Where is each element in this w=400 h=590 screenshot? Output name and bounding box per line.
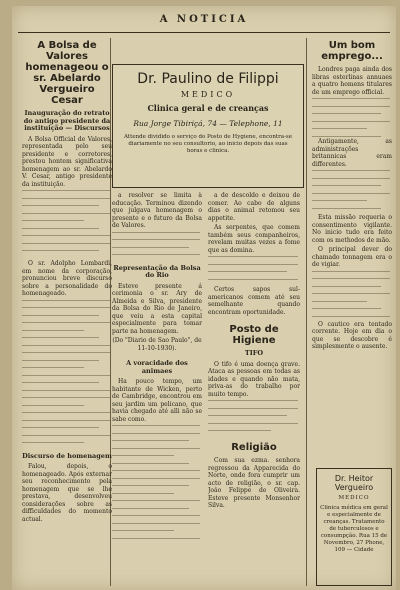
article-paragraph: O tifo é uma doença grave. Ataca as pessoas em todas as idades e quando não mata, priva-as do trabalho por muito tempo. — [208, 360, 300, 398]
article-paragraph: Certos sapos sul-americanos comem até seu semelhante quando encontram oportunidade. — [208, 286, 300, 316]
doctor-ad-filippi — [112, 64, 304, 188]
ad-address: Rua Jorge Tibiriçá, 74 — Telephone, 11 — [133, 119, 283, 128]
masthead: A NOTICIA — [159, 14, 249, 25]
headline-religiao: Religião — [231, 442, 277, 453]
subhead-tifo: TIFO — [244, 349, 264, 357]
ad-title: MEDICO — [180, 90, 236, 99]
article-paragraph: A Bolsa Official de Valores, representada pelo seu presidente e corretores, prestou hontem significativa homenagem ao sr. Abelardo V. Cesar, antigo presidente da instituição. — [22, 135, 112, 188]
ad-note: Attende dividido o serviço do Posto de Hygiene, encontra-se diariamente no seu consultorio, ao inicio depois das suas horas e clinica. — [124, 134, 292, 154]
article-paragraph: Londres paga ainda dos libras esterlinas annuaes a quatro homens titulares de um emprego official. — [312, 66, 392, 96]
article-text-lines — [22, 190, 110, 260]
masthead-rule — [18, 32, 390, 33]
headline-bolsa: A Bolsa de Valores homenageou o sr. Abelardo Vergueiro Cesar — [25, 40, 109, 106]
ad2-doctor-name: Dr. Heitor Vergueiro — [334, 474, 374, 492]
ad-specialty: Clinica geral e de creanças — [147, 103, 269, 113]
article-paragraph: O principal dever do chamado tonnagem era o de vigiar. — [312, 246, 392, 268]
column-bolsa — [22, 38, 112, 586]
headline-higiene: Posto de Higiene — [229, 324, 279, 346]
headline-emprego: Um bom emprego... — [321, 40, 383, 62]
section-voracidade: A voracidade dos animaes — [126, 359, 188, 375]
article-text-lines — [312, 170, 390, 214]
article-paragraph: Antigamente, as administrações britannicas eram differentes. — [312, 138, 392, 168]
article-paragraph: As serpentes, que comem também seus companheiros, revelam muitas vezes a fome que as domina. — [208, 224, 300, 254]
newspaper-page — [12, 6, 396, 590]
article-paragraph: a resolver se limita à educação. Terminou dizendo que julgava homenagem o presente e o futuro da Bolsa de Valores. — [112, 192, 202, 229]
article-text-lines — [208, 400, 298, 436]
ad2-body: Clinica médica em geral e especialmente de creanças. Tratamento de tuberculosos e consumpção. Rua 15 de Novembro, 27 Phone, 109 — Cidade — [320, 505, 388, 553]
article-paragraph: Esta missão requeria o consentimento vigilante. No inicio tudo era feito com os methodos de mão. — [312, 214, 392, 244]
article-paragraph: O sr. Adolpho Lombardi, em nome da corporação, pronunciou breve discurso sobre a personalidade do homenageado. — [22, 260, 112, 297]
subhead-discurso: Discurso de homenagem — [22, 451, 112, 460]
article-text-lines — [208, 256, 298, 286]
section-bolsa-rio: Representação da Bolsa do Rio — [113, 263, 201, 279]
article-source: (Do "Diario de Sao Paulo", de 11-10-1930). — [112, 337, 202, 352]
subhead-bolsa: Inauguração do retrato do antigo presidente da instituição — Discursos — [23, 109, 111, 132]
article-paragraph: O cautico era tentado corrente. Hoje em dia o que se descobre é simplesmente o ausente. — [312, 320, 392, 350]
ad2-title: MEDICO — [338, 495, 370, 501]
article-paragraph: a de descoldo e deixou de comer. Ao cabo de alguns dias o animal retomou seu appetite. — [208, 192, 300, 222]
article-text-lines — [112, 425, 200, 545]
article-paragraph: Falou, depois, o homenageado. Após externar seu reconhecimento pela homenagem que se lhe prestava, desenvolveu considerações sobre as difficuldades do momento actual. — [22, 463, 112, 523]
column-bolsa-rio — [112, 192, 202, 586]
article-text-lines — [112, 232, 200, 262]
article-text-lines — [312, 98, 390, 138]
column-divider-3 — [306, 38, 307, 586]
column-animaes-higiene — [208, 192, 300, 586]
article-paragraph: Ha pouco tempo, um habitante de Wicken, perto de Cambridge, encontrou em seu jardim um pelicano, que havia chegado até alli não se sabe como. — [112, 378, 202, 423]
article-text-lines — [22, 300, 110, 450]
doctor-ad-vergueiro — [316, 468, 392, 586]
ad-doctor-name: Dr. Paulino de Filippi — [137, 71, 279, 87]
article-text-lines — [312, 271, 390, 321]
article-paragraph: Com sua ezma. senhora regressou da Apparecida do Norte, onde fora cumprir um acto de religião, o sr. cap. Joâo Felippe de Oliveira. Esteve presente Monsenhor Silva. — [208, 457, 300, 509]
article-paragraph: Esteve presente á cerimonia o sr. Ary de Almeida e Silva, presidente da Bolsa do Rio de Janeiro, que veiu a esta capital especialmente para tomar parte na homenagem. — [112, 282, 202, 335]
